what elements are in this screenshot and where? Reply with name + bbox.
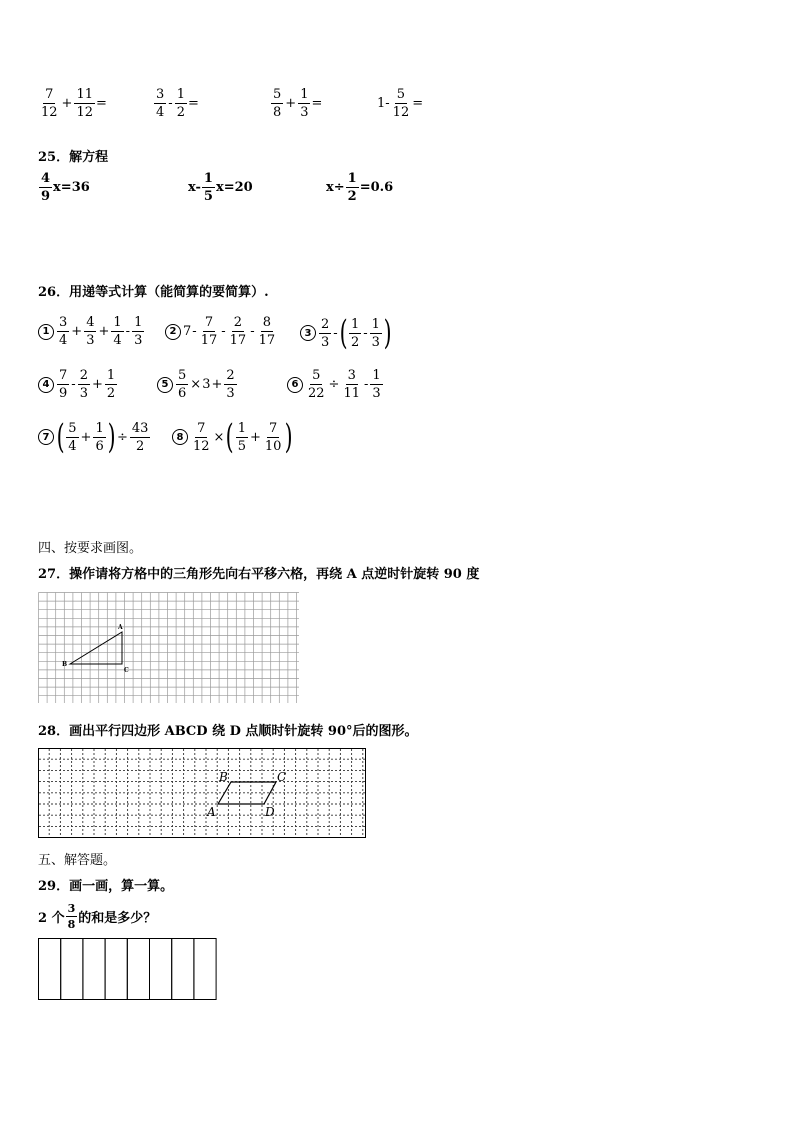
operator: -: [221, 324, 226, 339]
frac-den: 10: [264, 438, 282, 454]
label-a: A: [207, 805, 216, 819]
operator: -: [364, 377, 369, 392]
frac-den: 5: [237, 438, 246, 454]
q26-item-3: [300, 313, 392, 353]
fraction-cell[interactable]: [39, 939, 61, 1000]
operator: +: [71, 324, 83, 339]
frac-den: 2: [350, 334, 360, 350]
item-number: 2: [165, 324, 181, 340]
frac-num: 43: [131, 420, 149, 436]
frac-num: 1: [347, 171, 357, 186]
calc-row-1-item-4: [377, 88, 423, 119]
calc-row-1-item-3: [270, 88, 322, 119]
frac-num: 3: [156, 87, 165, 102]
frac-num: 5: [273, 87, 282, 102]
frac-num: 3: [347, 368, 356, 383]
equation-rest: x=36: [53, 180, 90, 195]
frac-num: 11: [76, 87, 93, 102]
item-number: 4: [38, 377, 54, 393]
fraction-cell[interactable]: [105, 939, 127, 1000]
right-paren: ): [107, 417, 116, 457]
frac-num: 1: [203, 171, 213, 186]
left-paren: (: [226, 417, 235, 457]
operator: +: [250, 429, 261, 445]
equals: =: [96, 96, 107, 111]
frac-num: 3: [67, 902, 76, 915]
q26-item-5: [157, 369, 238, 400]
operator: ÷: [117, 429, 128, 445]
triangle-abc: [70, 632, 122, 664]
frac-den: 12: [41, 105, 58, 120]
frac-num: 2: [321, 316, 330, 332]
frac-num: 1: [237, 420, 246, 436]
frac-num: 1: [176, 87, 185, 102]
frac-den: 6: [178, 386, 187, 401]
fraction-cell[interactable]: [194, 939, 216, 1000]
frac-num: 1: [350, 316, 360, 332]
label-b: B: [62, 661, 68, 668]
operator: ×: [190, 377, 202, 392]
frac-den: 3: [134, 333, 143, 348]
item-number: 3: [300, 325, 316, 341]
frac-den: 17: [258, 333, 276, 348]
operator: +: [211, 377, 223, 392]
frac-den: 3: [86, 333, 95, 348]
frac-num: 1: [372, 368, 381, 383]
item-number: 6: [287, 377, 303, 393]
frac-num: 8: [262, 315, 271, 330]
frac-den: 4: [59, 333, 68, 348]
frac-den: 6: [95, 438, 104, 454]
equation-1: [38, 172, 90, 203]
q27-title: 27．操作请将方格中的三角形先向右平移六格，再绕 A 点逆时针旋转 90 度: [38, 567, 480, 582]
q28-title: 28．画出平行四边形 ABCD 绕 D 点顺时针旋转 90°后的图形。: [38, 724, 418, 739]
q26-title: 26．用递等式计算（能简算的要简算）.: [38, 285, 269, 300]
label-c: C: [124, 667, 129, 674]
frac-num: 4: [86, 315, 95, 330]
item-number: 5: [157, 377, 173, 393]
operator: +: [61, 96, 73, 111]
fraction-cell[interactable]: [172, 939, 194, 1000]
label-d: D: [265, 805, 275, 819]
calc-row-1-item-1: [38, 88, 107, 119]
section-4-title: 四、按要求画图。: [38, 541, 143, 556]
frac-num: 5: [396, 87, 406, 102]
q28-grid[interactable]: [38, 748, 366, 838]
frac-den: 3: [371, 334, 380, 350]
operator: -: [125, 324, 131, 339]
item-number: 8: [172, 429, 188, 445]
q27-grid[interactable]: [38, 592, 300, 704]
frac-num: 2: [79, 368, 88, 383]
frac-den: 8: [273, 105, 282, 120]
operator: -: [192, 324, 197, 339]
equals: =: [311, 96, 323, 111]
equals: =: [412, 96, 424, 111]
frac-den: 17: [200, 333, 218, 348]
frac-den: 3: [321, 334, 330, 350]
frac-num: 7: [59, 368, 68, 383]
frac-num: 1: [106, 368, 116, 383]
frac-num: 5: [178, 368, 187, 383]
frac-den: 9: [41, 189, 51, 204]
equation-pre: x÷: [326, 180, 345, 195]
right-paren: ): [285, 417, 294, 457]
frac-num: 1: [95, 420, 104, 436]
frac-num: 1: [300, 87, 309, 102]
q26-item-1: [38, 316, 145, 347]
frac-den: 8: [67, 918, 76, 931]
frac-den: 11: [343, 386, 360, 401]
frac-den: 12: [392, 105, 410, 120]
q26-item-4: [38, 369, 118, 400]
frac-den: 3: [226, 386, 235, 401]
frac-num: 7: [45, 87, 54, 102]
frac-num: 7: [204, 315, 214, 330]
equation-2: [188, 172, 253, 203]
frac-den: 4: [113, 333, 122, 348]
integer: 3: [202, 377, 211, 392]
equation-rest: =0.6: [359, 180, 394, 195]
label-c: C: [277, 770, 287, 784]
fraction-cell[interactable]: [83, 939, 105, 1000]
frac-num: 1: [134, 315, 143, 330]
frac-num: 5: [68, 420, 77, 436]
q26-item-8: [172, 417, 294, 457]
operator: ÷: [328, 377, 340, 392]
fraction-cell[interactable]: [127, 939, 149, 1000]
q29-question: [38, 903, 156, 930]
frac-den: 2: [106, 386, 116, 401]
left-paren: (: [56, 417, 65, 457]
frac-num: 7: [197, 420, 206, 436]
frac-den: 9: [59, 386, 68, 401]
operator: +: [91, 377, 103, 392]
equation-pre: x-: [188, 180, 201, 195]
operator: +: [98, 324, 110, 339]
calc-row-1-item-2: [153, 88, 199, 119]
label-a: A: [118, 624, 123, 631]
label-b: B: [219, 770, 228, 784]
prefix: 1-: [377, 96, 390, 111]
frac-den: 12: [76, 105, 93, 120]
operator: +: [80, 429, 92, 445]
operator: +: [285, 96, 297, 111]
q29-fraction-bar[interactable]: [38, 938, 218, 1001]
q25-title: 25．解方程: [38, 150, 109, 165]
fraction-cell[interactable]: [150, 939, 172, 1000]
frac-den: 2: [136, 438, 145, 454]
frac-num: 2: [226, 368, 235, 383]
frac-num: 5: [312, 368, 321, 383]
equation-rest: x=20: [215, 180, 253, 195]
frac-den: 22: [308, 386, 325, 401]
frac-num: 2: [233, 315, 243, 330]
item-number: 7: [38, 429, 54, 445]
fraction-cell[interactable]: [61, 939, 83, 1000]
question-prefix: 2 个: [38, 911, 65, 926]
frac-num: 3: [59, 315, 68, 330]
frac-den: 2: [176, 105, 185, 120]
frac-den: 2: [347, 189, 357, 204]
frac-den: 17: [229, 333, 247, 348]
frac-den: 4: [156, 105, 165, 120]
operator: ×: [213, 429, 225, 445]
frac-den: 3: [79, 386, 88, 401]
frac-den: 5: [203, 189, 213, 204]
left-paren: (: [339, 313, 348, 353]
integer: 7: [183, 324, 192, 339]
frac-num: 1: [371, 316, 380, 332]
q29-title: 29．画一画，算一算。: [38, 879, 174, 894]
q26-item-2: [165, 316, 278, 347]
equals: =: [187, 96, 199, 111]
q26-item-6: [287, 369, 384, 400]
frac-den: 3: [300, 105, 309, 120]
frac-num: 1: [113, 315, 122, 330]
frac-num: 4: [41, 171, 51, 186]
frac-num: 7: [269, 420, 278, 436]
frac-den: 4: [68, 438, 77, 454]
question-suffix: 的和是多少？: [78, 911, 157, 926]
frac-den: 12: [193, 438, 210, 454]
operator: -: [168, 96, 173, 111]
frac-den: 3: [372, 386, 381, 401]
equation-3: [326, 172, 393, 203]
operator: -: [333, 325, 338, 341]
q26-item-7: [38, 417, 151, 457]
operator: -: [71, 377, 76, 392]
section-5-title: 五、解答题。: [38, 853, 117, 868]
operator: -: [363, 325, 368, 341]
operator: -: [250, 324, 255, 339]
right-paren: ): [383, 313, 392, 353]
item-number: 1: [38, 324, 54, 340]
